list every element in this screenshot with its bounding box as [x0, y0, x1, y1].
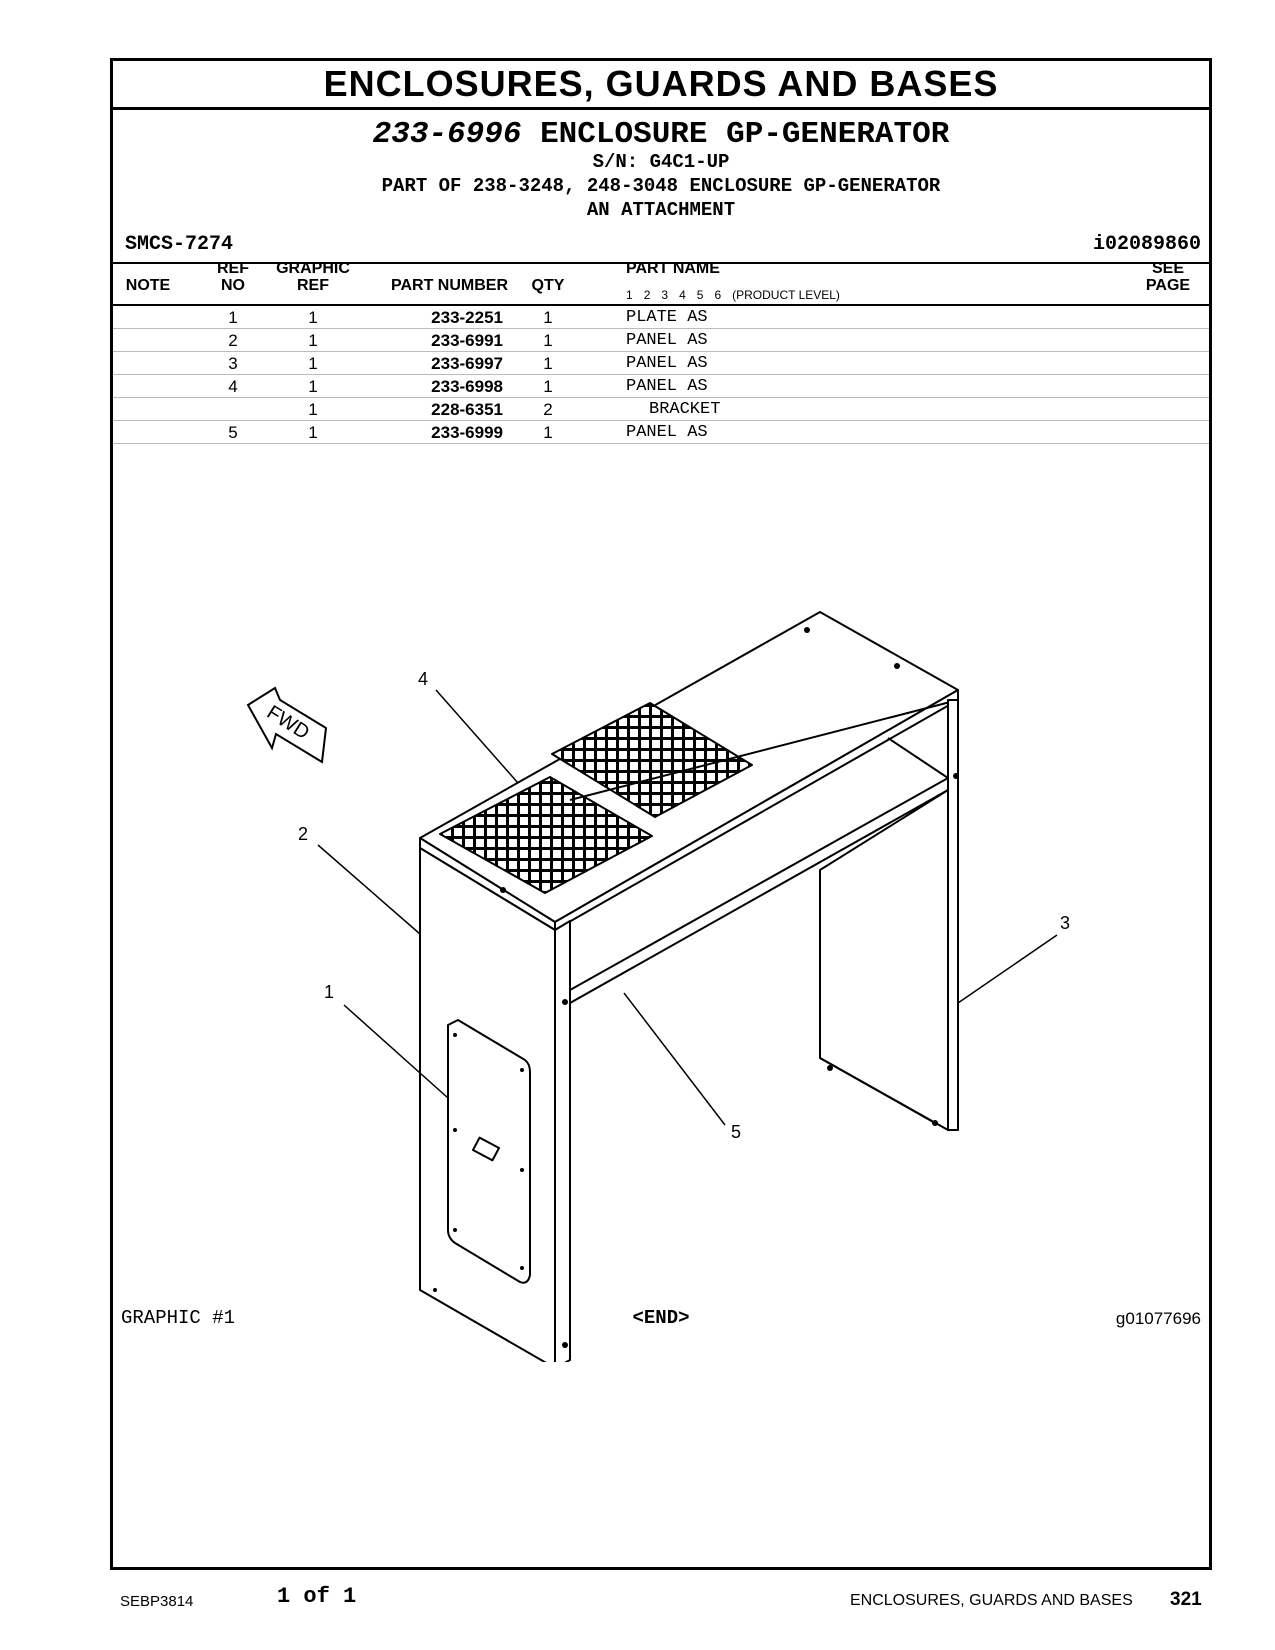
- col-part-name: PART NAME: [626, 260, 720, 277]
- product-level-label: (PRODUCT LEVEL): [732, 288, 840, 302]
- product-level-3: 3: [661, 288, 669, 302]
- callout-5: 5: [731, 1122, 742, 1142]
- col-see-top: SEE: [1151, 260, 1184, 277]
- part-number: 233-6999: [431, 423, 503, 442]
- footer-document-number: SEBP3814: [120, 1593, 194, 1610]
- col-ref-top: REF: [217, 260, 249, 277]
- table-row: [113, 421, 1209, 444]
- graphic-ref: 1: [308, 400, 318, 419]
- fwd-arrow-icon: [248, 688, 326, 762]
- serial-number: S/N: G4C1-UP: [592, 151, 730, 173]
- col-qty: QTY: [531, 277, 565, 294]
- col-ref-bottom: NO: [221, 277, 245, 294]
- ref-no: 5: [228, 423, 238, 442]
- col-ref: [213, 260, 253, 294]
- fwd-label: FWD: [262, 701, 314, 745]
- col-graphic-top: GRAPHIC: [276, 260, 350, 277]
- qty: 2: [543, 400, 553, 419]
- ref-no: 3: [228, 354, 238, 373]
- part-number: 233-6991: [431, 331, 503, 350]
- leader-line-3: [958, 935, 1057, 1003]
- part-name: PANEL AS: [626, 423, 708, 442]
- col-graphic-bottom: REF: [297, 277, 329, 294]
- graphic-ref: 1: [308, 308, 318, 327]
- product-level-1: 1: [626, 288, 633, 302]
- product-level-5: 5: [696, 288, 704, 302]
- enclosure-drawing: [110, 562, 1110, 1362]
- footer-page-of: 1 of 1: [277, 1584, 357, 1609]
- qty: 1: [543, 308, 553, 327]
- col-see-bottom: PAGE: [1145, 277, 1191, 294]
- qty: 1: [543, 377, 553, 396]
- col-part-number: PART NUMBER: [390, 277, 508, 294]
- part-name: PANEL AS: [626, 331, 708, 350]
- product-levels: [626, 288, 851, 302]
- part-number: 233-6997: [431, 354, 503, 373]
- qty: 1: [543, 331, 553, 350]
- product-level-4: 4: [679, 288, 686, 302]
- end-marker: <END>: [632, 1307, 690, 1329]
- smcs-code: SMCS-7274: [125, 233, 234, 256]
- product-level-6: 6: [714, 288, 722, 302]
- table-row: [113, 329, 1209, 352]
- leader-line-5: [624, 993, 725, 1125]
- callout-1: 1: [324, 982, 335, 1002]
- assembly-title: [113, 117, 1209, 152]
- callout-2: 2: [298, 824, 309, 844]
- parts-table: [113, 304, 1209, 444]
- assembly-part-number: 233-6996: [372, 117, 522, 152]
- part-name: PANEL AS: [626, 377, 708, 396]
- product-level-2: 2: [643, 288, 651, 302]
- col-see-page: [1143, 260, 1193, 294]
- part-number: 233-2251: [431, 308, 503, 327]
- part-number: 233-6998: [431, 377, 503, 396]
- table-row: [113, 306, 1209, 329]
- table-row: [113, 398, 1209, 421]
- graphic-ref: 1: [308, 423, 318, 442]
- part-name: PLATE AS: [626, 308, 708, 327]
- ref-no: 1: [228, 308, 238, 327]
- part-number: 228-6351: [431, 400, 503, 419]
- footer-section: ENCLOSURES, GUARDS AND BASES: [850, 1592, 1133, 1609]
- part-name: BRACKET: [649, 400, 721, 419]
- callout-4: 4: [418, 669, 429, 689]
- table-row: [113, 352, 1209, 375]
- leader-line-4: [436, 690, 518, 783]
- graphic-id: g01077696: [1115, 1309, 1201, 1328]
- section-title: ENCLOSURES, GUARDS AND BASES: [113, 61, 1209, 110]
- attachment-line: AN ATTACHMENT: [586, 199, 736, 221]
- part-name: PANEL AS: [626, 354, 708, 373]
- ref-no: 2: [228, 331, 238, 350]
- illustration-id: i02089860: [1092, 233, 1201, 256]
- graphic-ref: 1: [308, 331, 318, 350]
- part-of-line: PART OF 238-3248, 248-3048 ENCLOSURE GP-GENERATOR: [381, 175, 941, 197]
- qty: 1: [543, 354, 553, 373]
- assembly-name: ENCLOSURE GP-GENERATOR: [540, 117, 950, 152]
- footer-page-number: 321: [1170, 1589, 1202, 1610]
- col-graphic-ref: [273, 260, 353, 294]
- col-note: NOTE: [125, 277, 171, 294]
- callout-3: 3: [1060, 913, 1071, 933]
- qty: 1: [543, 423, 553, 442]
- table-row: [113, 375, 1209, 398]
- leader-line-2: [318, 845, 420, 934]
- graphic-ref: 1: [308, 377, 318, 396]
- graphic-ref: 1: [308, 354, 318, 373]
- ref-no: 4: [228, 377, 238, 396]
- graphic-label: GRAPHIC #1: [121, 1307, 236, 1329]
